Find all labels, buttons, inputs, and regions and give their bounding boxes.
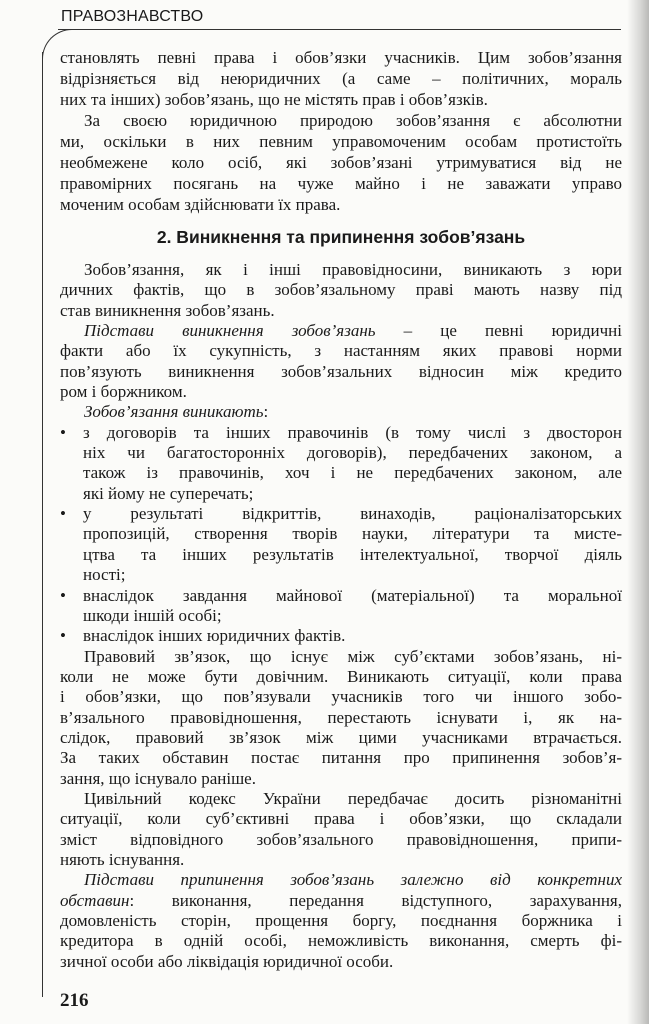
paragraph: [60, 47, 622, 110]
text-span: За своєю юридичною природою зобов’язання є абсолютни: [84, 111, 622, 130]
text-span: внаслідок інших юридичних фактів.: [83, 626, 346, 646]
text-line: [60, 667, 622, 687]
bullet-list: [60, 423, 622, 647]
text-line: [60, 484, 622, 504]
text-line: [60, 173, 622, 194]
text-line: [60, 110, 622, 131]
text-line: [60, 68, 622, 89]
list-item-line: [60, 626, 622, 646]
text-line: [60, 463, 622, 483]
text-line: [60, 891, 622, 911]
text-line: [60, 830, 622, 850]
text-line: [60, 606, 622, 626]
text-span: став виникнення зобов’язань.: [60, 300, 275, 320]
text-line: [60, 748, 622, 768]
text-span: в’язального правовідношення, перестають існувати і, як на-: [60, 707, 622, 727]
text-line: [60, 545, 622, 565]
text-line: [60, 687, 622, 707]
text-span: і обов’язки, що пов’язували учасників того чи іншого зобо-: [60, 687, 622, 707]
text-line: [60, 89, 622, 110]
text-span: з договорів та інших правочинів (в тому числі з двосторон: [83, 422, 622, 442]
text-line: [60, 362, 622, 382]
text-line: [60, 260, 622, 280]
text-span: пропозицій, створення творів науки, літератури та мисте-: [83, 524, 622, 544]
paragraph: [60, 402, 622, 422]
paragraph: [60, 321, 622, 402]
page-body: [60, 47, 622, 972]
text-span: коли не може бути довічним. Виникають ситуації, коли права: [60, 666, 622, 686]
text-span: кредитора в одній особі, неможливість виконання, смерть фі-: [60, 931, 622, 951]
text-line: [60, 911, 622, 931]
list-item-line: [60, 586, 622, 606]
section-heading: 2. Виникнення та припинення зобов’язань: [156, 227, 526, 247]
text-span: – це певні юридичні: [375, 321, 622, 341]
text-span: становлять певні права і обов’язки учасників. Цим зобов’язання: [60, 48, 622, 67]
text-span: няють існування.: [60, 849, 185, 869]
italic-term: Зобов’язання виникають: [84, 402, 264, 422]
text-line: [60, 194, 622, 215]
text-span: слідок, правовий зв’язок між цими учасниками втрачається.: [60, 727, 622, 747]
text-span: Цивільний кодекс України передбачає досить різноманітні: [84, 788, 622, 808]
text-line: [60, 809, 622, 829]
text-span: внаслідок завдання майнової (матеріальної) та моральної: [83, 585, 622, 605]
text-line: [60, 524, 622, 544]
text-line: [60, 565, 622, 585]
text-line: [60, 341, 622, 361]
text-span: пов’язують виникнення зобов’язальних відносин між кредито: [60, 361, 622, 381]
text-span: дичних фактів, що в зобов’язальному праві мають назву під: [60, 280, 622, 300]
paragraph: [60, 789, 622, 870]
italic-term: обставин: [60, 890, 130, 910]
page-number: 216: [60, 990, 89, 1011]
text-span: За таких обставин постає питання про припинення зобов’я-: [60, 748, 622, 768]
text-span: Зобов’язання, як і інші правовідносини, виникають з юри: [84, 260, 622, 279]
italic-term: Підстави виникнення зобов’язань: [84, 321, 376, 341]
paragraph: [60, 870, 622, 972]
text-line: [60, 280, 622, 300]
text-line: [60, 47, 622, 68]
text-span: зичної особи або ліквідація юридичної особи.: [60, 951, 394, 971]
running-header: ПРАВОЗНАВСТВО: [61, 8, 204, 25]
list-item-line: [60, 504, 622, 524]
text-line: [60, 443, 622, 463]
text-line: [60, 728, 622, 748]
text-line: [60, 131, 622, 152]
text-span: необмежене коло осіб, які зобов’язані утримуватися від не: [60, 153, 622, 172]
text-span: них та інших) зобов’язань, що не містять прав і обов’язків.: [60, 90, 488, 109]
text-line: [60, 301, 622, 321]
text-span: також із правочинів, хоч і не передбачених законом, але: [83, 463, 622, 483]
text-span: домовленість сторін, прощення боргу, поєднання боржника і: [60, 911, 622, 930]
text-span: Правовий зв’язок, що існує між суб’єктами зобов’язань, ні-: [84, 646, 622, 666]
italic-term: Підстави припинення зобов’язань залежно від конкретних: [84, 870, 622, 890]
text-span: факти або їх сукупність, з настанням яких правові норми: [60, 341, 622, 361]
list-item-line: [60, 423, 622, 443]
text-line: [60, 789, 622, 809]
text-span: цтва та інших результатів інтелектуальної, творчої діяль: [83, 544, 622, 564]
text-line: [60, 647, 622, 667]
text-line: [60, 850, 622, 870]
text-span: :: [263, 402, 269, 422]
text-span: відрізняється від неюридичних (а саме – політичних, мораль: [60, 69, 622, 88]
text-line: [60, 769, 622, 789]
paragraph: [60, 260, 622, 321]
paragraph: [60, 110, 622, 215]
text-span: які йому не суперечать;: [83, 483, 254, 503]
text-span: ситуації, коли суб’єктивні права і обов’язки, що складали: [60, 809, 622, 829]
header-rule: [58, 29, 621, 30]
text-line: [60, 931, 622, 951]
text-span: правомірних посягань на чуже майно і не заважати упрaво: [60, 174, 622, 193]
text-span: моченим особам здійснювати їх права.: [60, 195, 341, 214]
text-line: [60, 952, 622, 972]
text-line: [60, 152, 622, 173]
text-span: ності;: [83, 565, 126, 585]
text-span: ми, оскільки в них певним управомоченим особам протистоїть: [60, 132, 622, 151]
text-span: шкоди іншій особі;: [83, 605, 222, 625]
text-span: ром і боржником.: [60, 382, 187, 402]
page-edge-shadow: [627, 0, 649, 1024]
text-span: ніх чи багатосторонніх договорів), передбачених законом, а: [83, 443, 622, 463]
paragraph: [60, 647, 622, 789]
text-span: зміст відповідного зобов’язального правовідношення, припи-: [60, 829, 622, 849]
text-line: [60, 402, 622, 422]
text-line: [60, 708, 622, 728]
text-span: зання, що існувало раніше.: [60, 768, 256, 788]
text-line: [60, 870, 622, 890]
text-line: [60, 382, 622, 402]
text-span: у результаті відкриттів, винаходів, раціоналізаторських: [83, 504, 622, 524]
text-line: [60, 321, 622, 341]
text-span: : виконання, передання відступного, зарахування,: [129, 890, 622, 910]
